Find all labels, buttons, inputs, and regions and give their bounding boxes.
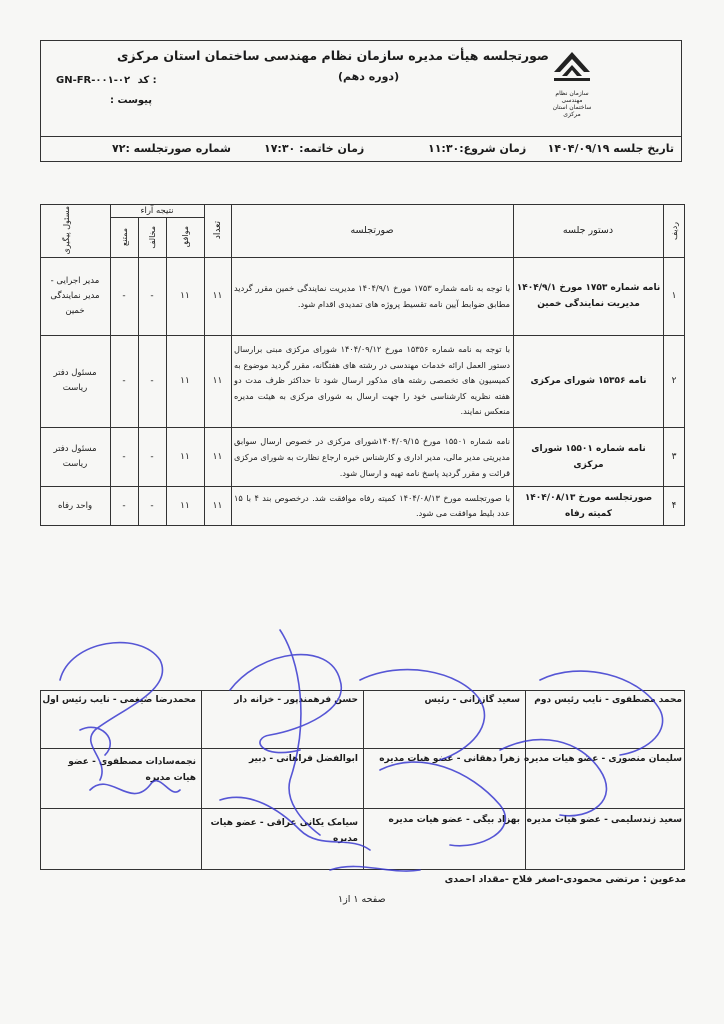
page-number: صفحه ۱ از۱ [338, 894, 386, 905]
table-row-3-agree: ۱۱ [180, 451, 190, 462]
table-row-3-count: ۱۱ [212, 451, 223, 462]
form-code-label: کد : [137, 75, 157, 86]
organization-logo [550, 46, 594, 118]
table-row-1-abstain: - [122, 291, 126, 301]
invitees-line: مدعوین : مرتضی محمودی-اصغر فلاح -مقداد احمدی [444, 874, 686, 885]
signature-mansouri: سلیمان منصوری - عضو هیات مدیره [524, 754, 682, 764]
minutes-number: شماره صورتجلسه :۷۲ [112, 142, 231, 155]
table-row-4-number: ۴ [671, 501, 677, 511]
table-row-2-agree: ۱۱ [180, 376, 190, 386]
table-row-4-responsible: واحد رفاه [57, 501, 93, 511]
form-code-value: GN-FR-۰۰۱-۰۲ [56, 75, 131, 86]
header-disagree: مخالف [147, 225, 157, 249]
table-row-4-agenda: صورتجلسه مورخ ۱۴۰۴/۰۸/۱۳ کمیته رفاه [524, 493, 653, 519]
table-row-2-responsible: مسئول دفتر ریاست [53, 368, 97, 393]
signature-farahani: ابوالفضل فراهانی - دبیر [248, 754, 358, 764]
signature-zeighami: محمدرضا ضیغمی - نایب رئیس اول [42, 695, 196, 705]
header-minutes: صورتجلسه [350, 225, 394, 236]
header-agenda: دستور جلسه [562, 225, 614, 236]
signature-farahmandpour: حسن فرهمندپور - خزانه دار [234, 695, 358, 705]
table-row-3-disagree: - [150, 451, 154, 462]
table-row-2-abstain: - [122, 376, 126, 386]
logo-text: سازمان نظام مهندسی ساختمان استان مرکزی [552, 90, 592, 118]
table-row-3-minutes: نامه شماره ۱۵۵۰۱ مورخ ۱۴۰۴/۰۹/۱۵شورای مرکزی در خصوص ارسال سوابق مدیریتی مدیر مالی، مدیر اداری و کارشناس خبره ارجاع نظارت به شورای مرکزی قرائت و مقرر گردید پاسخ نامه تهیه و ارسال شود. [234, 435, 510, 478]
signature-beigi: بهزاد بیگی - عضو هیات مدیره [388, 815, 520, 825]
table-row-4-disagree: - [150, 501, 154, 511]
meeting-date: تاریخ جلسه ۱۴۰۴/۰۹/۱۹ [547, 142, 674, 155]
header-vote-result: نتیجه آراء [140, 205, 174, 216]
attachment-label: پیوست : [110, 95, 153, 106]
signature-gazerani: سعید گازرانی - رئیس [424, 695, 520, 705]
table-row-4-count: ۱۱ [212, 501, 223, 511]
table-row-4-abstain: - [122, 501, 126, 511]
header-responsible: مسئول پیگیری [62, 206, 71, 255]
table-row-1-number: ۱ [671, 291, 677, 301]
signature-najmeh-mostafavi: نجمه‌سادات مصطفوی - عضو هیات مدیره [68, 757, 196, 783]
signature-yekani: سیامک یکانی عراقی - عضو هیات مدیره [210, 818, 358, 844]
table-row-1-agenda: نامه شماره ۱۷۵۳ مورخ ۱۴۰۴/۹/۱ مدیریت نمایندگی خمین [516, 283, 661, 309]
table-row-2-count: ۱۱ [212, 376, 223, 386]
table-row-4-agree: ۱۱ [180, 501, 190, 511]
table-row-3-abstain: - [122, 451, 126, 462]
start-time: زمان شروع:۱۱:۳۰ [428, 142, 527, 155]
table-row-1-disagree: - [150, 291, 154, 301]
signature-mostafavi: محمد مصطفوی - نایب رئیس دوم [534, 695, 682, 705]
signature-dehghani: زهرا دهقانی - عضو هیات مدیره [379, 754, 520, 764]
table-row-1-count: ۱۱ [212, 291, 223, 301]
table-row-2-disagree: - [150, 376, 154, 386]
table-row-1-responsible: مدیر اجرایی - مدیر نمایندگی خمین [50, 275, 100, 316]
table-row-3-responsible: مسئول دفتر ریاست [53, 443, 97, 469]
table-row-2-agenda: نامه ۱۵۳۵۶ شورای مرکزی [530, 376, 647, 386]
table-row-2-minutes: با توجه به نامه شماره ۱۵۳۵۶ مورخ ۱۴۰۴/۰۹/۱۲ شورای مرکزی مبنی برارسال دستور العمل ارائه خدمات مهندسی در رشته های هفتگانه، مقرر گردید موضوع به کمیسیون های تخصصی رشته های مذکور ارسال شود تا حداکثر ظرف مدت دو هفته نظریه کارشناسی خود را جهت ارسال به شورای مرکزی به هیئت مدیره منعکس نمایند. [234, 344, 511, 417]
logo-emblem-icon [550, 46, 594, 86]
table-row-1-minutes: با توجه به نامه شماره ۱۷۵۳ مورخ ۱۴۰۴/۹/۱ مدیریت نمایندگی خمین مقرر گردید مطابق ضوابط آیین نامه تقسیط پروژه های تمدیدی اقدام شود. [234, 283, 510, 309]
table-row-3-agenda: نامه شماره ۱۵۵۰۱ شورای مرکزی [531, 443, 646, 470]
form-code [56, 75, 157, 86]
page-title: صورتجلسه هیأت مدیره سازمان نظام مهندسی ساختمان استان مرکزی [116, 48, 549, 63]
table-row-1-agree: ۱۱ [180, 291, 190, 301]
header-agree: موافق [180, 226, 190, 248]
header-count: تعداد [212, 221, 223, 240]
signature-zandsalimi: سعید زندسلیمی - عضو هیات مدیره [526, 815, 682, 825]
end-time: زمان خاتمه: ۱۷:۳۰ [264, 142, 365, 155]
table-row-4-minutes: با صورتجلسه مورخ ۱۴۰۴/۰۸/۱۳ کمیته رفاه موافقت شد. درخصوص بند ۴ با ۱۵ عدد بلیط موافقت می شود. [234, 493, 510, 518]
table-row-3-number: ۳ [671, 451, 677, 462]
term-subtitle: (دوره دهم) [338, 70, 400, 83]
header-abstain: ممتنع [119, 228, 129, 246]
header-row-number: ردیف [669, 221, 679, 240]
table-row-2-number: ۲ [671, 376, 677, 386]
